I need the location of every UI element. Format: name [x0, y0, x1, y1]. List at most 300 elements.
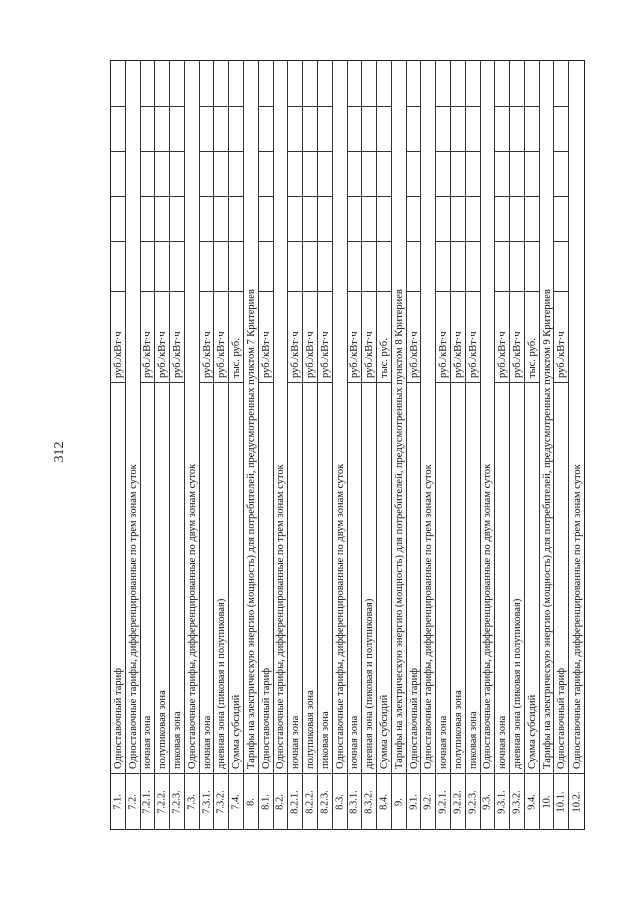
page-number	[53, 440, 67, 464]
row-name: Одноставочный тариф	[112, 667, 124, 769]
row-number: 8.1.	[260, 793, 272, 810]
table-row	[126, 61, 141, 829]
cell-divider	[318, 151, 332, 152]
row-value-cells	[525, 61, 539, 291]
row-value-cells	[348, 61, 362, 291]
row-value-cells	[451, 61, 465, 291]
table-row	[318, 61, 333, 829]
table-row	[229, 61, 244, 829]
row-unit: тыс. руб.	[526, 338, 538, 378]
table-row	[274, 61, 289, 829]
cell-divider	[155, 106, 169, 107]
row-unit: руб./кВт·ч	[467, 331, 479, 378]
row-name: Одноставочные тарифы, дифференцированные по двум зонам суток	[186, 463, 198, 769]
cell-divider	[362, 196, 376, 197]
row-number: 8.2.2.	[304, 789, 316, 814]
table-row	[362, 61, 377, 829]
row-number: 8.4.	[378, 793, 390, 810]
cell-divider	[155, 241, 169, 242]
cell-divider	[141, 106, 155, 107]
row-value-cells	[303, 61, 317, 291]
cell-divider	[436, 196, 450, 197]
row-name-cell	[318, 381, 332, 773]
row-unit-cell	[288, 291, 302, 383]
cell-divider	[111, 106, 125, 107]
table-row	[155, 61, 170, 829]
cell-divider	[111, 196, 125, 197]
row-name-cell	[451, 381, 465, 773]
row-unit: руб./кВт·ч	[172, 331, 184, 378]
cell-divider	[377, 241, 391, 242]
cell-divider	[407, 196, 421, 197]
table-row	[259, 61, 274, 829]
row-value-cells	[510, 61, 524, 291]
cell-divider	[436, 151, 450, 152]
table-row	[288, 61, 303, 829]
row-number: 8.3.2.	[363, 789, 375, 814]
row-unit-cell	[407, 291, 421, 383]
row-unit-cell	[554, 291, 568, 383]
cell-divider	[318, 196, 332, 197]
cell-divider	[303, 151, 317, 152]
cell-divider	[200, 196, 214, 197]
row-name-cell	[377, 381, 391, 773]
cell-divider	[141, 151, 155, 152]
row-unit: руб./кВт·ч	[142, 331, 154, 378]
row-number-cell	[141, 773, 155, 829]
row-name-cell	[554, 381, 568, 773]
row-value-cells	[214, 61, 228, 291]
row-name-cell	[185, 61, 199, 773]
row-value-cells	[155, 61, 169, 291]
row-number-cell	[421, 773, 435, 829]
cell-divider	[259, 151, 273, 152]
row-value-cells	[259, 61, 273, 291]
row-name-cell	[510, 381, 524, 773]
row-name: Одноставочные тарифы, дифференцированные по трем зонам суток	[127, 464, 139, 769]
row-name-cell	[288, 381, 302, 773]
row-name: ночная зона	[497, 715, 509, 769]
cell-divider	[214, 241, 228, 242]
row-number-cell	[525, 773, 539, 829]
row-value-cells	[170, 61, 184, 291]
cell-divider	[451, 151, 465, 152]
row-name-cell	[303, 381, 317, 773]
row-name: ночная зона	[290, 715, 302, 769]
cell-divider	[170, 151, 184, 152]
row-unit: руб./кВт·ч	[112, 331, 124, 378]
row-name-cell	[155, 381, 169, 773]
row-name: дневная зона (пиковая и полупиковая)	[216, 598, 228, 769]
table-row	[392, 61, 407, 829]
row-name-cell	[348, 381, 362, 773]
row-value-cells	[362, 61, 376, 291]
row-name: Сумма субсидий	[378, 694, 390, 769]
cell-divider	[554, 241, 568, 242]
table-row	[525, 61, 540, 829]
table-row	[495, 61, 510, 829]
row-name: ночная зона	[349, 715, 361, 769]
row-number: 9.2.3.	[467, 789, 479, 814]
row-unit: руб./кВт·ч	[216, 331, 228, 378]
table-row	[540, 61, 555, 829]
cell-divider	[407, 106, 421, 107]
cell-divider	[155, 151, 169, 152]
row-name-cell	[170, 381, 184, 773]
row-unit-cell	[436, 291, 450, 383]
cell-divider	[200, 151, 214, 152]
row-name: полупиковая зона	[452, 690, 464, 769]
row-number-cell	[348, 773, 362, 829]
row-name: полупиковая зона	[305, 690, 317, 769]
cell-divider	[510, 196, 524, 197]
row-unit: руб./кВт·ч	[290, 331, 302, 378]
row-number-cell	[436, 773, 450, 829]
row-number: 9.	[393, 797, 405, 806]
cell-divider	[525, 241, 539, 242]
table-row	[377, 61, 392, 829]
row-number-cell	[407, 773, 421, 829]
row-name-cell	[244, 61, 258, 773]
cell-divider	[436, 241, 450, 242]
row-name: ночная зона	[142, 715, 154, 769]
row-number-cell	[259, 773, 273, 829]
row-unit: руб./кВт·ч	[511, 331, 523, 378]
row-unit-cell	[525, 291, 539, 383]
cell-divider	[111, 241, 125, 242]
row-unit-cell	[111, 291, 125, 383]
cell-divider	[155, 196, 169, 197]
cell-divider	[141, 241, 155, 242]
cell-divider	[288, 196, 302, 197]
row-name-cell	[200, 381, 214, 773]
row-number-cell	[318, 773, 332, 829]
row-name: Одноставочные тарифы, дифференцированные по двум зонам суток	[334, 463, 346, 769]
row-number: 7.2.	[127, 793, 139, 810]
row-number: 7.2.1.	[141, 789, 153, 814]
row-unit-cell	[155, 291, 169, 383]
row-name: Одноставочный тариф	[260, 667, 272, 769]
cell-divider	[318, 241, 332, 242]
row-number-cell	[362, 773, 376, 829]
row-number: 7.3.1.	[201, 789, 213, 814]
cell-divider	[229, 196, 243, 197]
cell-divider	[348, 151, 362, 152]
row-number-cell	[200, 773, 214, 829]
row-unit: тыс. руб.	[378, 338, 390, 378]
row-name-cell	[111, 381, 125, 773]
cell-divider	[170, 241, 184, 242]
row-number: 9.2.	[422, 793, 434, 810]
row-number-cell	[170, 773, 184, 829]
row-number: 9.3.	[481, 793, 493, 810]
row-number: 9.3.2.	[511, 789, 523, 814]
row-unit: руб./кВт·ч	[438, 331, 450, 378]
row-value-cells	[554, 61, 568, 291]
cell-divider	[348, 241, 362, 242]
row-number: 9.4.	[526, 793, 538, 810]
row-unit-cell	[141, 291, 155, 383]
cell-divider	[510, 151, 524, 152]
cell-divider	[495, 196, 509, 197]
table-row	[436, 61, 451, 829]
row-unit-cell	[214, 291, 228, 383]
cell-divider	[303, 106, 317, 107]
row-number: 7.3.	[186, 793, 198, 810]
cell-divider	[200, 241, 214, 242]
table-row	[407, 61, 422, 829]
row-name-cell	[229, 381, 243, 773]
row-name-cell	[481, 61, 495, 773]
cell-divider	[525, 151, 539, 152]
row-name: Тарифы на электрическую энергию (мощность) для потребителей, предусмотренных пунктом 7 Критериев	[245, 289, 257, 769]
row-name: ночная зона	[438, 715, 450, 769]
table-row	[481, 61, 496, 829]
row-value-cells	[436, 61, 450, 291]
row-number-cell	[569, 773, 584, 829]
table-row	[510, 61, 525, 829]
cell-divider	[229, 241, 243, 242]
row-number: 8.2.1.	[289, 789, 301, 814]
row-unit: руб./кВт·ч	[201, 331, 213, 378]
row-unit: руб./кВт·ч	[556, 331, 568, 378]
row-name-cell	[569, 61, 584, 773]
cell-divider	[525, 196, 539, 197]
row-name: Сумма субсидий	[231, 694, 243, 769]
cell-divider	[288, 106, 302, 107]
row-unit-cell	[466, 291, 480, 383]
row-unit-cell	[495, 291, 509, 383]
row-name-cell	[392, 61, 406, 773]
row-name-cell	[540, 61, 554, 773]
row-unit: руб./кВт·ч	[305, 331, 317, 378]
table-row	[466, 61, 481, 829]
row-unit-cell	[510, 291, 524, 383]
row-unit: руб./кВт·ч	[364, 331, 376, 378]
cell-divider	[451, 106, 465, 107]
row-name: дневная зона (пиковая и полупиковая)	[364, 598, 376, 769]
cell-divider	[214, 196, 228, 197]
row-name-cell	[274, 61, 288, 773]
row-number: 9.1.	[408, 793, 420, 810]
table-row	[569, 61, 584, 829]
row-name: Одноставочные тарифы, дифференцированные по трем зонам суток	[423, 464, 435, 769]
table-row	[421, 61, 436, 829]
row-number: 7.3.2.	[215, 789, 227, 814]
row-number-cell	[554, 773, 568, 829]
row-number: 9.2.1.	[437, 789, 449, 814]
row-name-cell	[141, 381, 155, 773]
row-name: Сумма субсидий	[526, 694, 538, 769]
row-number-cell	[126, 773, 140, 829]
table-row	[214, 61, 229, 829]
cell-divider	[495, 151, 509, 152]
cell-divider	[495, 241, 509, 242]
row-unit-cell	[318, 291, 332, 383]
row-unit: тыс. руб.	[231, 338, 243, 378]
row-name-cell	[407, 381, 421, 773]
cell-divider	[362, 106, 376, 107]
row-value-cells	[229, 61, 243, 291]
cell-divider	[554, 151, 568, 152]
cell-divider	[229, 106, 243, 107]
row-number-cell	[392, 773, 406, 829]
row-number-cell	[111, 773, 125, 829]
cell-divider	[259, 241, 273, 242]
row-number-cell	[185, 773, 199, 829]
row-unit: руб./кВт·ч	[157, 331, 169, 378]
row-number: 10.2.	[571, 791, 583, 812]
row-number-cell	[303, 773, 317, 829]
row-name: Тарифы на электрическую энергию (мощность) для потребителей, предусмотренных пунктом 9 Критериев	[541, 289, 553, 769]
tariff-table	[110, 60, 585, 830]
row-number: 8.3.1.	[348, 789, 360, 814]
row-number-cell	[451, 773, 465, 829]
table-row	[303, 61, 318, 829]
row-number-cell	[481, 773, 495, 829]
cell-divider	[510, 106, 524, 107]
row-unit-cell	[377, 291, 391, 383]
row-number-cell	[274, 773, 288, 829]
row-number: 10.1.	[555, 791, 567, 812]
cell-divider	[170, 196, 184, 197]
row-unit: руб./кВт·ч	[408, 331, 420, 378]
row-unit: руб./кВт·ч	[349, 331, 361, 378]
row-number-cell	[510, 773, 524, 829]
row-number: 8.2.	[274, 793, 286, 810]
cell-divider	[362, 151, 376, 152]
row-name-cell	[525, 381, 539, 773]
row-name: Одноставочные тарифы, дифференцированные по трем зонам суток	[275, 464, 287, 769]
table-row	[111, 61, 126, 829]
row-number: 7.2.2.	[156, 789, 168, 814]
row-number-cell	[495, 773, 509, 829]
table-row	[333, 61, 348, 829]
cell-divider	[510, 241, 524, 242]
row-unit-cell	[303, 291, 317, 383]
row-name-cell	[333, 61, 347, 773]
table-row	[554, 61, 569, 829]
row-name: Одноставочные тарифы, дифференцированные по двум зонам суток	[482, 463, 494, 769]
row-unit-cell	[451, 291, 465, 383]
row-number-cell	[333, 773, 347, 829]
cell-divider	[288, 151, 302, 152]
page-number-text: 312	[52, 441, 67, 463]
row-name: пиковая зона	[319, 711, 331, 769]
row-unit: руб./кВт·ч	[497, 331, 509, 378]
row-number-cell	[288, 773, 302, 829]
cell-divider	[214, 106, 228, 107]
table-row	[185, 61, 200, 829]
row-number: 7.2.3.	[171, 789, 183, 814]
row-number: 8.3.	[334, 793, 346, 810]
cell-divider	[259, 196, 273, 197]
row-name-cell	[436, 381, 450, 773]
row-value-cells	[200, 61, 214, 291]
row-number: 9.3.1.	[496, 789, 508, 814]
cell-divider	[466, 196, 480, 197]
row-number-cell	[155, 773, 169, 829]
row-name-cell	[421, 61, 435, 773]
row-unit-cell	[200, 291, 214, 383]
cell-divider	[214, 151, 228, 152]
row-unit-cell	[170, 291, 184, 383]
row-number-cell	[244, 773, 258, 829]
row-value-cells	[111, 61, 125, 291]
row-value-cells	[466, 61, 480, 291]
row-value-cells	[318, 61, 332, 291]
row-number-cell	[540, 773, 554, 829]
cell-divider	[377, 106, 391, 107]
row-name: Одноставочный тариф	[556, 667, 568, 769]
row-unit: руб./кВт·ч	[260, 331, 272, 378]
row-value-cells	[407, 61, 421, 291]
row-name: ночная зона	[201, 715, 213, 769]
row-name: полупиковая зона	[157, 690, 169, 769]
row-number-cell	[214, 773, 228, 829]
cell-divider	[554, 106, 568, 107]
row-number-cell	[377, 773, 391, 829]
cell-divider	[348, 196, 362, 197]
table-row	[244, 61, 259, 829]
row-unit: руб./кВт·ч	[319, 331, 331, 378]
table-row	[200, 61, 215, 829]
cell-divider	[170, 106, 184, 107]
cell-divider	[303, 196, 317, 197]
cell-divider	[495, 106, 509, 107]
cell-divider	[554, 196, 568, 197]
row-number: 10.	[541, 794, 553, 809]
row-unit-cell	[229, 291, 243, 383]
row-number-cell	[466, 773, 480, 829]
row-number: 8.	[245, 797, 257, 806]
cell-divider	[318, 106, 332, 107]
row-unit-cell	[259, 291, 273, 383]
cell-divider	[466, 151, 480, 152]
table-row	[141, 61, 156, 829]
cell-divider	[111, 151, 125, 152]
row-name-cell	[466, 381, 480, 773]
row-name: дневная зона (пиковая и полупиковая)	[511, 598, 523, 769]
cell-divider	[259, 106, 273, 107]
row-name-cell	[259, 381, 273, 773]
row-number: 8.2.3.	[319, 789, 331, 814]
row-name: пиковая зона	[467, 711, 479, 769]
row-value-cells	[377, 61, 391, 291]
row-number: 7.4.	[230, 793, 242, 810]
table-row	[170, 61, 185, 829]
cell-divider	[466, 106, 480, 107]
row-value-cells	[288, 61, 302, 291]
row-value-cells	[495, 61, 509, 291]
cell-divider	[451, 241, 465, 242]
table-row	[451, 61, 466, 829]
cell-divider	[288, 241, 302, 242]
row-number-cell	[229, 773, 243, 829]
row-name-cell	[214, 381, 228, 773]
cell-divider	[362, 241, 376, 242]
cell-divider	[436, 106, 450, 107]
cell-divider	[407, 241, 421, 242]
row-name: Одноставочные тарифы, дифференцированные по трем зонам суток	[571, 464, 583, 769]
cell-divider	[451, 196, 465, 197]
row-name: Тарифы на электрическую энергию (мощность) для потребителей, предусмотренных пунктом 8 Критериев	[393, 289, 405, 769]
row-value-cells	[141, 61, 155, 291]
row-name: пиковая зона	[172, 711, 184, 769]
table-row	[348, 61, 363, 829]
row-unit-cell	[348, 291, 362, 383]
cell-divider	[525, 106, 539, 107]
